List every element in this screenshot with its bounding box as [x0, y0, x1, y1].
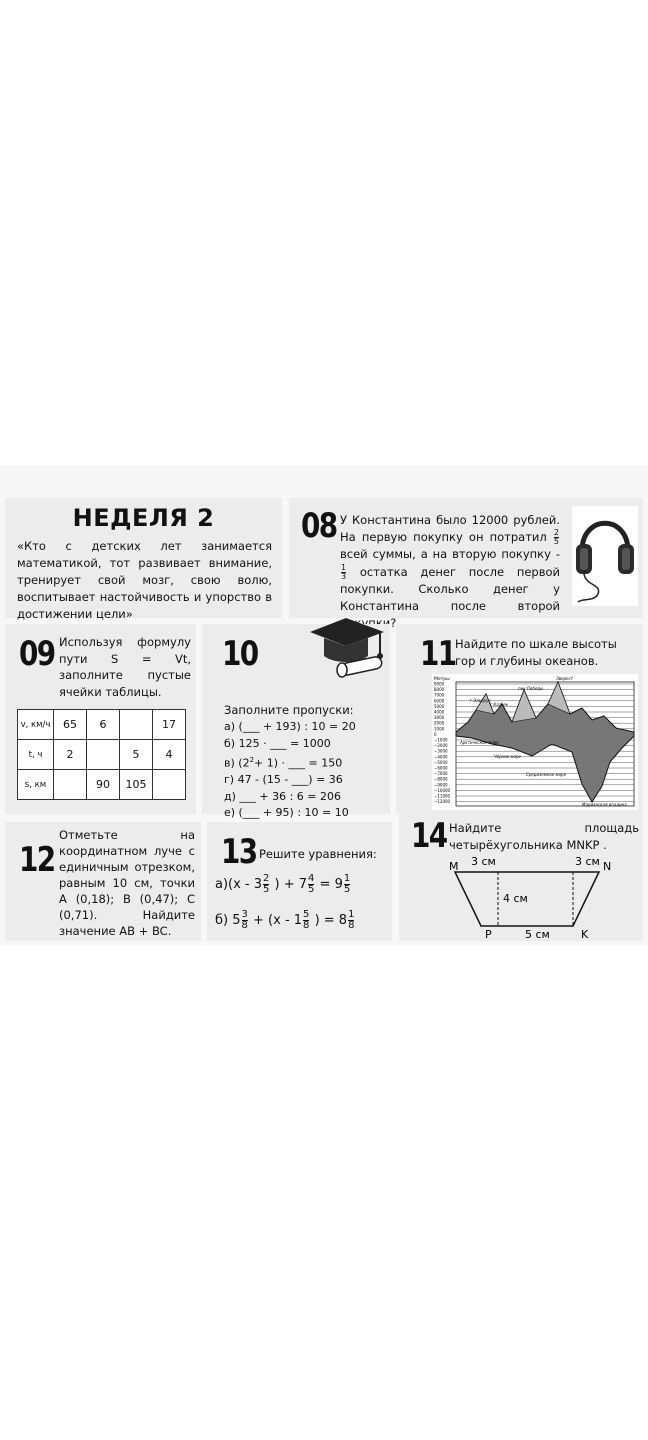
task-13-card	[207, 822, 392, 941]
svg-text:г.Эльбрус: г.Эльбрус	[470, 698, 491, 703]
task-12-text: Отметьте на координатном луче с единичным отрезком, равным 10 см, точки A (0,18); B (0,47); C (0,71). Найдите значение AB + BC.	[59, 828, 195, 938]
scale-label: 0	[434, 731, 437, 737]
svg-text:г.Казбек: г.Казбек	[490, 702, 509, 707]
svg-text:Марианская впадина: Марианская впадина	[582, 802, 627, 807]
table-row: t, ч 2 5 4	[18, 740, 186, 770]
scale-label: −7000	[434, 771, 448, 777]
task-11-text: Найдите по шкале высоты гор и глубины океанов.	[455, 637, 617, 668]
task-number: 11	[420, 634, 456, 674]
headphones-icon	[572, 506, 638, 606]
task-number: 13	[221, 832, 257, 872]
task-number: 08	[301, 506, 337, 546]
scale-label: 5000	[434, 703, 445, 709]
scale-label: −11000	[434, 793, 451, 799]
scale-label: −12000	[434, 799, 451, 805]
scale-label: −5000	[434, 759, 448, 765]
table-row: v, км/ч 65 6 17	[18, 710, 186, 740]
task-number: 12	[19, 840, 55, 880]
scale-label: −1000	[434, 737, 448, 743]
scale-label: 2000	[434, 720, 445, 726]
svg-text:пик Победы: пик Победы	[518, 686, 544, 691]
graduation-cap-icon	[306, 610, 390, 682]
task-08-line3: остатка денег после первой покупки. Сколько денег у Константина после второй	[340, 564, 560, 614]
task-09-card	[5, 624, 196, 814]
scale-label: 6000	[434, 698, 445, 704]
week-card	[5, 498, 282, 621]
scale-label: −6000	[434, 765, 448, 771]
fraction-one-third: $\frac{1}{3}$	[341, 562, 347, 581]
task-10-line: д) ___ + 36 : 6 = 206	[224, 789, 342, 803]
svg-text:Эверест: Эверест	[556, 676, 574, 681]
scale-label: 8000	[434, 687, 445, 693]
scale-label: 1000	[434, 726, 445, 732]
task-08-card	[289, 498, 643, 618]
svg-text:5 см: 5 см	[525, 928, 550, 940]
svg-text:M: M	[449, 860, 459, 873]
week-title: НЕДЕЛЯ 2	[72, 504, 215, 532]
scale-title: Метры	[434, 677, 450, 682]
svg-text:Чёрное море: Чёрное море	[494, 754, 522, 759]
task-13-heading: Решите уравнения:	[259, 847, 377, 861]
task-number: 09	[19, 634, 55, 674]
trapezoid-diagram	[445, 856, 615, 940]
task-10-heading: Заполните пропуски:	[224, 703, 354, 717]
task-10-line: б) 125 · ___ = 1000	[224, 736, 331, 750]
task-14-text: Найдите площадь четырёхугольника MNKP .	[449, 821, 639, 852]
mountains-oceans-diagram	[432, 674, 638, 810]
scale-label: −9000	[434, 782, 448, 788]
equation-a: а)(x - 3 $\frac{2}{5}$ ) + 7 $\frac{4}{5}$ = 9 $\frac{1}{5}$	[215, 873, 351, 895]
svg-text:K: K	[581, 928, 589, 940]
scale-label: 9000	[434, 681, 445, 687]
svg-text:Средиземное море: Средиземное море	[526, 772, 567, 777]
equation-b: б) 5 $\frac{3}{8}$ + (x - 1 $\frac{5}{8}$ ) = 8 $\frac{1}{8}$	[215, 909, 355, 931]
scale-label: 4000	[434, 709, 445, 715]
task-number: 14	[411, 816, 447, 856]
svg-text:N: N	[603, 860, 612, 873]
scale-label: −4000	[434, 754, 448, 760]
week-quote: «Кто с детских лет занимается математикой, тот развивает внимание, тренирует свой мозг, свою волю, воспитывает настойчивость и упорство в достижении цели»	[17, 539, 272, 621]
fraction-two-fifths: $\frac{2}{5}$	[553, 528, 560, 547]
task-14-card	[399, 812, 643, 941]
scale-label: −3000	[434, 748, 448, 754]
task-10-line: г) 47 - (15 - ___) = 36	[224, 773, 343, 787]
task-08-line2: всей суммы, а на вторую покупку -	[340, 547, 560, 562]
task-10-line: в) $(2^2+ 1)$ · ___ = 150	[224, 756, 343, 770]
svg-text:P: P	[485, 928, 492, 940]
table-row: s, км 90 105	[18, 770, 186, 800]
task-10-lines	[224, 719, 384, 838]
scale-label: −2000	[434, 743, 448, 749]
speed-table	[17, 709, 186, 800]
svg-text:3 см: 3 см	[471, 856, 496, 868]
scale-label: −8000	[434, 776, 448, 782]
task-11-card	[396, 624, 643, 814]
svg-text:3 см: 3 см	[575, 856, 600, 868]
task-09-text: Используя формулу пути S = Vt, заполните пустые ячейки таблицы.	[59, 635, 191, 699]
task-08-line1: У Константина было 12000 рублей. На первую покупку он потратил	[340, 513, 560, 545]
scale-label: 7000	[434, 692, 445, 698]
svg-text:4 см: 4 см	[503, 892, 528, 905]
task-10-card	[202, 624, 390, 820]
scale-label: −10000	[434, 787, 451, 793]
task-10-line: а) (___ + 193) : 10 = 20	[224, 720, 356, 733]
worksheet	[0, 465, 648, 945]
task-10-line: е) (___ + 95) : 10 = 10	[224, 806, 349, 820]
task-12-card	[5, 822, 201, 941]
svg-text:Арктическое море: Арктическое море	[460, 740, 499, 745]
scale-label: 3000	[434, 715, 445, 721]
task-number: 10	[222, 634, 258, 674]
